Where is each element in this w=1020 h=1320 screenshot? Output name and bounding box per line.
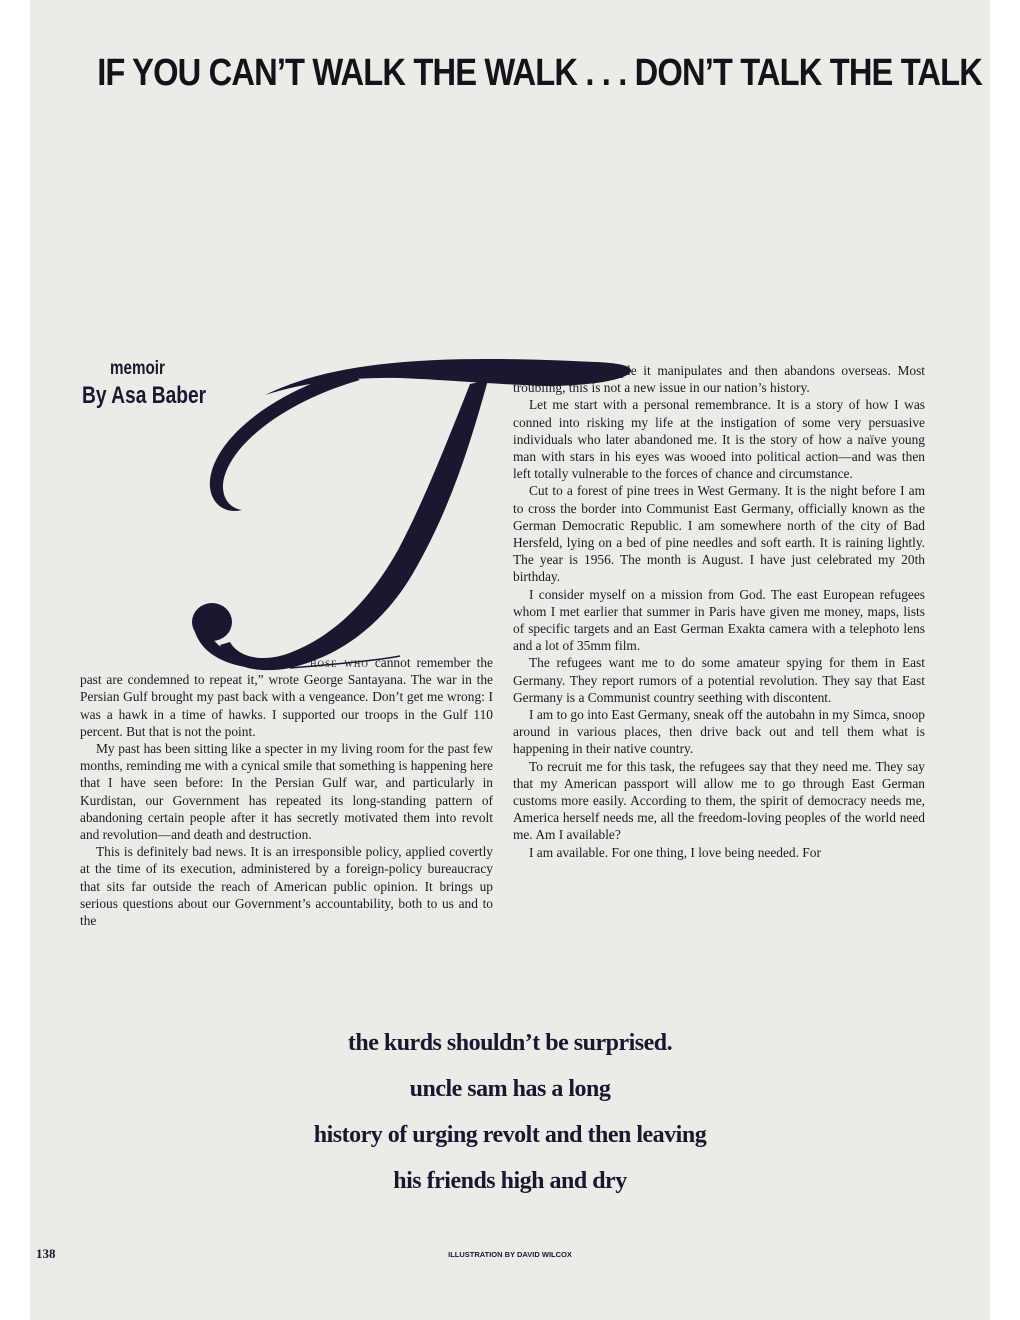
pull-quote-line: the kurds shouldn’t be surprised. bbox=[347, 1030, 673, 1056]
drop-cap-letter: T bbox=[400, 670, 401, 671]
right-paragraph-1: people it manipulates and then abandons overseas. Most troubling, this is not a new issue in our nation’s history. bbox=[513, 363, 925, 396]
section-kicker: memoir bbox=[110, 358, 165, 379]
right-paragraph-4: I consider myself on a mission from God. The east European refugees whom I met earlier that summer in Paris have given me money, maps, lists of specific targets and an East German Exakta camera with a telephoto lens and a lot of 35mm film. bbox=[513, 586, 925, 654]
pull-quote-line: his friends high and dry bbox=[393, 1168, 627, 1194]
right-paragraph-5: The refugees want me to do some amateur spying for them in East Germany. They report rumors of a potential revolution. They say that East Germany is a Communist country seething with discontent. bbox=[513, 655, 925, 705]
right-paragraph-2: Let me start with a personal remembrance. It is a story of how I was conned into risking my life at the instigation of some very persuasive individuals who later abandoned me. It is the story of how a naïve young man with stars in his eyes was wooed into political action—and was then left totally vulnerable to the forces of chance and circumstance. bbox=[513, 397, 925, 482]
headline: IF YOU CAN’T WALK THE WALK . . . DON’T TALK THE TALK bbox=[97, 52, 982, 94]
illustration-credit: ILLUSTRATION BY DAVID WILCOX bbox=[448, 1250, 572, 1259]
opening-paragraph bbox=[0, 654, 493, 740]
right-column bbox=[513, 362, 925, 861]
right-paragraph-6: I am to go into East Germany, sneak off the autobahn in my Simca, snoop around in various places, then drive back out and tell them what is happening in their native country. bbox=[513, 707, 925, 757]
right-paragraph-3: Cut to a forest of pine trees in West Germany. It is the night before I am to cross the border into Communist East Germany, officially known as the German Democratic Republic. I am somewhere north of the city of Bad Hersfeld, lying on a bed of pine needles and soft earth. It is raining lightly. The year is 1956. The month is August. I have just celebrated my 20th birthday. bbox=[513, 483, 925, 585]
right-paragraph-8: I am available. For one thing, I love being needed. For bbox=[529, 844, 821, 860]
pull-quote-line: history of urging revolt and then leaving bbox=[313, 1122, 707, 1148]
magazine-page bbox=[30, 0, 990, 1320]
byline: By Asa Baber bbox=[82, 382, 207, 409]
opening-text: cannot remember the past are condemned to repeat it,” wrote George Santayana. The war in the Persian Gulf brought my past back with a vengeance. Don’t get me wrong: I was a hawk in a time of hawks. I supported our troops in the Gulf 110 percent. But that is not the point. bbox=[80, 655, 494, 739]
left-paragraph-2: My past has been sitting like a specter in my living room for the past few months, reminding me with a cynical smile that something is happening here that I have seen before: In the Persian Gulf war, and particularly in Kurdistan, our Government has repeated its long-standing pattern of abandoning certain people after it has secretly motivated them into revolt and revolution—and death and destruction. bbox=[80, 741, 493, 843]
left-paragraph-3: This is definitely bad news. It is an irresponsible policy, applied covertly at the time of its execution, administered by a foreign-policy bureaucracy that sits far outside the reach of American public opinion. It brings up serious questions about our Government’s accountability, both to us and to the bbox=[80, 844, 493, 929]
pull-quote bbox=[30, 1020, 990, 1204]
page-number: 138 bbox=[36, 1246, 56, 1261]
left-column bbox=[80, 654, 493, 929]
right-paragraph-7: To recruit me for this task, the refugees say that they need me. They say that my American passport will allow me to go through East German customs more easily. According to them, the spirit of democracy needs me, America herself needs me, all the freedom-loving peoples of the world need me. Am I available? bbox=[513, 758, 925, 843]
opening-smallcaps: hose who bbox=[310, 655, 369, 670]
pull-quote-line: uncle sam has a long bbox=[409, 1076, 611, 1102]
